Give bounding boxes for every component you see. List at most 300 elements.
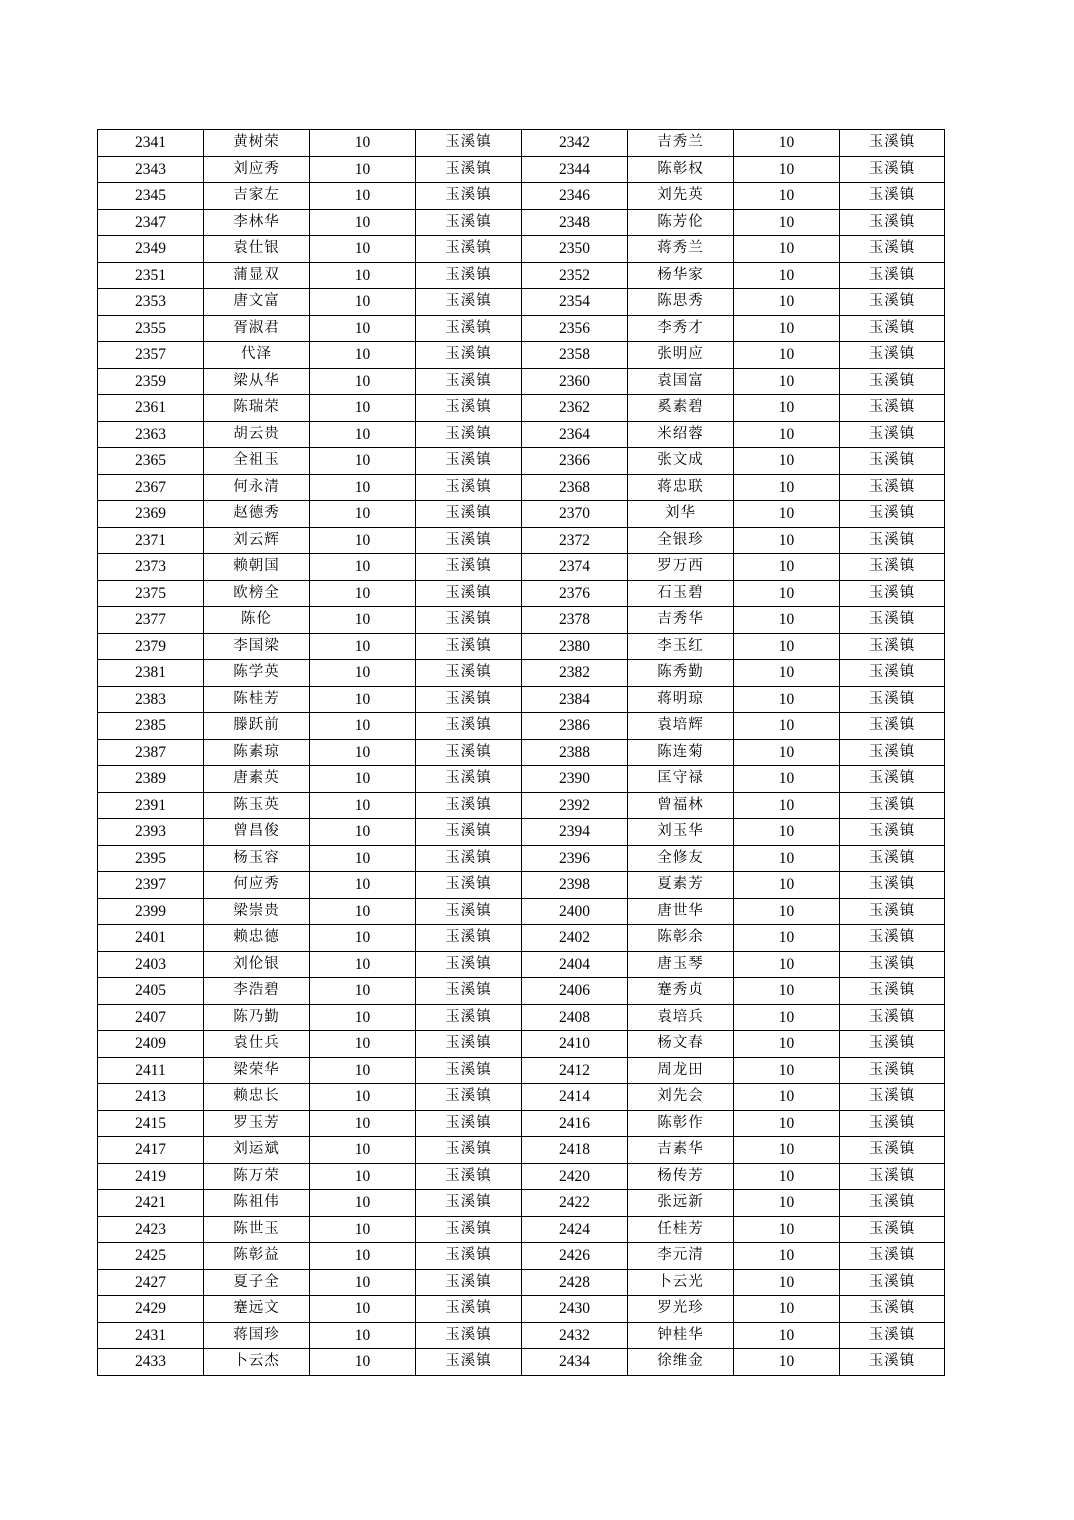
amount-cell: 10 [734, 527, 840, 554]
amount-cell: 10 [310, 183, 416, 210]
name-cell: 胥淑君 [204, 315, 310, 342]
record-number-cell: 2380 [522, 633, 628, 660]
name-cell: 蒋忠联 [628, 474, 734, 501]
town-cell: 玉溪镇 [840, 1057, 945, 1084]
record-number-cell: 2426 [522, 1243, 628, 1270]
table-row [98, 951, 945, 978]
amount-cell: 10 [734, 1084, 840, 1111]
amount-cell: 10 [734, 368, 840, 395]
amount-cell: 10 [734, 1163, 840, 1190]
amount-cell: 10 [310, 1190, 416, 1217]
amount-cell: 10 [310, 448, 416, 475]
name-cell: 袁国富 [628, 368, 734, 395]
name-cell: 袁培辉 [628, 713, 734, 740]
name-cell: 梁崇贵 [204, 898, 310, 925]
town-cell: 玉溪镇 [416, 448, 522, 475]
name-cell: 赵德秀 [204, 501, 310, 528]
amount-cell: 10 [310, 1057, 416, 1084]
record-number-cell: 2368 [522, 474, 628, 501]
record-number-cell: 2341 [98, 130, 204, 157]
record-number-cell: 2390 [522, 766, 628, 793]
town-cell: 玉溪镇 [840, 1216, 945, 1243]
amount-cell: 10 [734, 156, 840, 183]
amount-cell: 10 [310, 607, 416, 634]
name-cell: 刘云辉 [204, 527, 310, 554]
town-cell: 玉溪镇 [416, 289, 522, 316]
record-number-cell: 2374 [522, 554, 628, 581]
record-number-cell: 2420 [522, 1163, 628, 1190]
record-number-cell: 2403 [98, 951, 204, 978]
town-cell: 玉溪镇 [416, 421, 522, 448]
town-cell: 玉溪镇 [416, 978, 522, 1005]
record-number-cell: 2398 [522, 872, 628, 899]
town-cell: 玉溪镇 [416, 1216, 522, 1243]
name-cell: 袁仕银 [204, 236, 310, 263]
record-number-cell: 2356 [522, 315, 628, 342]
name-cell: 周龙田 [628, 1057, 734, 1084]
town-cell: 玉溪镇 [840, 527, 945, 554]
town-cell: 玉溪镇 [416, 315, 522, 342]
town-cell: 玉溪镇 [416, 792, 522, 819]
town-cell: 玉溪镇 [840, 1322, 945, 1349]
town-cell: 玉溪镇 [416, 474, 522, 501]
record-number-cell: 2351 [98, 262, 204, 289]
name-cell: 刘运斌 [204, 1137, 310, 1164]
town-cell: 玉溪镇 [840, 474, 945, 501]
record-number-cell: 2396 [522, 845, 628, 872]
town-cell: 玉溪镇 [840, 819, 945, 846]
town-cell: 玉溪镇 [840, 1296, 945, 1323]
town-cell: 玉溪镇 [416, 1137, 522, 1164]
name-cell: 杨传芳 [628, 1163, 734, 1190]
record-number-cell: 2393 [98, 819, 204, 846]
table-row [98, 1137, 945, 1164]
name-cell: 蒋国珍 [204, 1322, 310, 1349]
name-cell: 陈连菊 [628, 739, 734, 766]
town-cell: 玉溪镇 [416, 898, 522, 925]
name-cell: 黄树荣 [204, 130, 310, 157]
record-number-cell: 2349 [98, 236, 204, 263]
amount-cell: 10 [734, 1269, 840, 1296]
name-cell: 陈学英 [204, 660, 310, 687]
name-cell: 李玉红 [628, 633, 734, 660]
town-cell: 玉溪镇 [840, 262, 945, 289]
name-cell: 赖忠长 [204, 1084, 310, 1111]
name-cell: 何永清 [204, 474, 310, 501]
amount-cell: 10 [310, 633, 416, 660]
record-number-cell: 2413 [98, 1084, 204, 1111]
town-cell: 玉溪镇 [416, 183, 522, 210]
town-cell: 玉溪镇 [840, 925, 945, 952]
name-cell: 代泽 [204, 342, 310, 369]
name-cell: 陈世玉 [204, 1216, 310, 1243]
amount-cell: 10 [310, 236, 416, 263]
town-cell: 玉溪镇 [840, 872, 945, 899]
town-cell: 玉溪镇 [416, 342, 522, 369]
record-number-cell: 2358 [522, 342, 628, 369]
table-row [98, 501, 945, 528]
town-cell: 玉溪镇 [840, 739, 945, 766]
record-number-cell: 2389 [98, 766, 204, 793]
name-cell: 吉家左 [204, 183, 310, 210]
amount-cell: 10 [310, 1296, 416, 1323]
table-row [98, 342, 945, 369]
town-cell: 玉溪镇 [840, 580, 945, 607]
name-cell: 陈彰作 [628, 1110, 734, 1137]
amount-cell: 10 [734, 660, 840, 687]
amount-cell: 10 [310, 262, 416, 289]
record-number-cell: 2402 [522, 925, 628, 952]
amount-cell: 10 [734, 1137, 840, 1164]
record-number-cell: 2347 [98, 209, 204, 236]
amount-cell: 10 [310, 1031, 416, 1058]
table-row [98, 395, 945, 422]
name-cell: 唐玉琴 [628, 951, 734, 978]
record-number-cell: 2345 [98, 183, 204, 210]
amount-cell: 10 [734, 395, 840, 422]
record-number-cell: 2405 [98, 978, 204, 1005]
amount-cell: 10 [310, 686, 416, 713]
table-row [98, 792, 945, 819]
record-number-cell: 2391 [98, 792, 204, 819]
name-cell: 罗光珍 [628, 1296, 734, 1323]
amount-cell: 10 [734, 501, 840, 528]
amount-cell: 10 [310, 898, 416, 925]
table-row [98, 1296, 945, 1323]
town-cell: 玉溪镇 [416, 1322, 522, 1349]
town-cell: 玉溪镇 [416, 660, 522, 687]
name-cell: 卜云杰 [204, 1349, 310, 1376]
name-cell: 陈彰益 [204, 1243, 310, 1270]
table-row [98, 183, 945, 210]
town-cell: 玉溪镇 [416, 739, 522, 766]
roster-table [97, 129, 945, 1376]
amount-cell: 10 [734, 1322, 840, 1349]
record-number-cell: 2363 [98, 421, 204, 448]
town-cell: 玉溪镇 [840, 633, 945, 660]
record-number-cell: 2432 [522, 1322, 628, 1349]
record-number-cell: 2394 [522, 819, 628, 846]
amount-cell: 10 [310, 660, 416, 687]
amount-cell: 10 [734, 925, 840, 952]
town-cell: 玉溪镇 [840, 315, 945, 342]
record-number-cell: 2417 [98, 1137, 204, 1164]
town-cell: 玉溪镇 [840, 368, 945, 395]
town-cell: 玉溪镇 [840, 845, 945, 872]
town-cell: 玉溪镇 [416, 209, 522, 236]
name-cell: 陈彰权 [628, 156, 734, 183]
table-row [98, 1084, 945, 1111]
table-row [98, 766, 945, 793]
table-row [98, 713, 945, 740]
town-cell: 玉溪镇 [840, 1269, 945, 1296]
name-cell: 梁从华 [204, 368, 310, 395]
town-cell: 玉溪镇 [416, 766, 522, 793]
roster-body [98, 130, 945, 1376]
record-number-cell: 2378 [522, 607, 628, 634]
record-number-cell: 2342 [522, 130, 628, 157]
table-row [98, 368, 945, 395]
amount-cell: 10 [310, 1349, 416, 1376]
record-number-cell: 2372 [522, 527, 628, 554]
amount-cell: 10 [310, 1216, 416, 1243]
table-row [98, 315, 945, 342]
record-number-cell: 2397 [98, 872, 204, 899]
town-cell: 玉溪镇 [840, 1190, 945, 1217]
name-cell: 李元清 [628, 1243, 734, 1270]
name-cell: 何应秀 [204, 872, 310, 899]
record-number-cell: 2409 [98, 1031, 204, 1058]
record-number-cell: 2386 [522, 713, 628, 740]
record-number-cell: 2415 [98, 1110, 204, 1137]
table-row [98, 660, 945, 687]
town-cell: 玉溪镇 [416, 262, 522, 289]
name-cell: 全银珍 [628, 527, 734, 554]
name-cell: 陈秀勤 [628, 660, 734, 687]
town-cell: 玉溪镇 [416, 1110, 522, 1137]
name-cell: 杨玉容 [204, 845, 310, 872]
amount-cell: 10 [734, 289, 840, 316]
amount-cell: 10 [310, 156, 416, 183]
record-number-cell: 2376 [522, 580, 628, 607]
town-cell: 玉溪镇 [416, 1243, 522, 1270]
amount-cell: 10 [734, 845, 840, 872]
name-cell: 陈玉英 [204, 792, 310, 819]
record-number-cell: 2381 [98, 660, 204, 687]
amount-cell: 10 [734, 474, 840, 501]
amount-cell: 10 [734, 1296, 840, 1323]
amount-cell: 10 [734, 209, 840, 236]
name-cell: 刘伦银 [204, 951, 310, 978]
name-cell: 陈乃勤 [204, 1004, 310, 1031]
town-cell: 玉溪镇 [840, 554, 945, 581]
town-cell: 玉溪镇 [416, 872, 522, 899]
table-row [98, 448, 945, 475]
record-number-cell: 2370 [522, 501, 628, 528]
table-row [98, 236, 945, 263]
table-row [98, 554, 945, 581]
amount-cell: 10 [310, 872, 416, 899]
record-number-cell: 2424 [522, 1216, 628, 1243]
amount-cell: 10 [734, 1004, 840, 1031]
name-cell: 陈思秀 [628, 289, 734, 316]
name-cell: 陈桂芳 [204, 686, 310, 713]
record-number-cell: 2375 [98, 580, 204, 607]
record-number-cell: 2388 [522, 739, 628, 766]
town-cell: 玉溪镇 [416, 1190, 522, 1217]
name-cell: 陈祖伟 [204, 1190, 310, 1217]
table-row [98, 209, 945, 236]
name-cell: 袁培兵 [628, 1004, 734, 1031]
record-number-cell: 2418 [522, 1137, 628, 1164]
record-number-cell: 2399 [98, 898, 204, 925]
name-cell: 张远新 [628, 1190, 734, 1217]
amount-cell: 10 [310, 792, 416, 819]
table-row [98, 527, 945, 554]
name-cell: 滕跃前 [204, 713, 310, 740]
town-cell: 玉溪镇 [416, 130, 522, 157]
town-cell: 玉溪镇 [416, 845, 522, 872]
town-cell: 玉溪镇 [416, 368, 522, 395]
name-cell: 李林华 [204, 209, 310, 236]
town-cell: 玉溪镇 [416, 580, 522, 607]
record-number-cell: 2406 [522, 978, 628, 1005]
name-cell: 唐世华 [628, 898, 734, 925]
amount-cell: 10 [310, 315, 416, 342]
table-row [98, 1243, 945, 1270]
name-cell: 罗万西 [628, 554, 734, 581]
record-number-cell: 2367 [98, 474, 204, 501]
name-cell: 赖忠德 [204, 925, 310, 952]
amount-cell: 10 [734, 819, 840, 846]
amount-cell: 10 [734, 898, 840, 925]
amount-cell: 10 [734, 1216, 840, 1243]
amount-cell: 10 [310, 713, 416, 740]
record-number-cell: 2423 [98, 1216, 204, 1243]
table-row [98, 819, 945, 846]
name-cell: 刘玉华 [628, 819, 734, 846]
table-row [98, 607, 945, 634]
amount-cell: 10 [310, 845, 416, 872]
amount-cell: 10 [734, 1243, 840, 1270]
name-cell: 李秀才 [628, 315, 734, 342]
name-cell: 陈芳伦 [628, 209, 734, 236]
amount-cell: 10 [310, 766, 416, 793]
record-number-cell: 2408 [522, 1004, 628, 1031]
town-cell: 玉溪镇 [416, 1084, 522, 1111]
amount-cell: 10 [734, 872, 840, 899]
town-cell: 玉溪镇 [416, 925, 522, 952]
name-cell: 蒋秀兰 [628, 236, 734, 263]
town-cell: 玉溪镇 [840, 421, 945, 448]
town-cell: 玉溪镇 [416, 1349, 522, 1376]
town-cell: 玉溪镇 [840, 766, 945, 793]
record-number-cell: 2387 [98, 739, 204, 766]
record-number-cell: 2422 [522, 1190, 628, 1217]
town-cell: 玉溪镇 [840, 1243, 945, 1270]
name-cell: 陈万荣 [204, 1163, 310, 1190]
name-cell: 刘先英 [628, 183, 734, 210]
record-number-cell: 2429 [98, 1296, 204, 1323]
name-cell: 陈彰余 [628, 925, 734, 952]
name-cell: 夏素芳 [628, 872, 734, 899]
name-cell: 石玉碧 [628, 580, 734, 607]
table-row [98, 1269, 945, 1296]
table-row [98, 474, 945, 501]
table-row [98, 1349, 945, 1376]
record-number-cell: 2354 [522, 289, 628, 316]
record-number-cell: 2421 [98, 1190, 204, 1217]
town-cell: 玉溪镇 [840, 898, 945, 925]
name-cell: 曾福林 [628, 792, 734, 819]
table-row [98, 633, 945, 660]
name-cell: 卜云光 [628, 1269, 734, 1296]
name-cell: 唐素英 [204, 766, 310, 793]
amount-cell: 10 [734, 686, 840, 713]
amount-cell: 10 [734, 607, 840, 634]
town-cell: 玉溪镇 [840, 1349, 945, 1376]
amount-cell: 10 [734, 342, 840, 369]
table-row [98, 289, 945, 316]
name-cell: 吉秀华 [628, 607, 734, 634]
amount-cell: 10 [734, 978, 840, 1005]
town-cell: 玉溪镇 [416, 633, 522, 660]
town-cell: 玉溪镇 [840, 156, 945, 183]
amount-cell: 10 [310, 501, 416, 528]
amount-cell: 10 [310, 554, 416, 581]
table-row [98, 1190, 945, 1217]
name-cell: 任桂芳 [628, 1216, 734, 1243]
town-cell: 玉溪镇 [840, 607, 945, 634]
record-number-cell: 2425 [98, 1243, 204, 1270]
record-number-cell: 2384 [522, 686, 628, 713]
name-cell: 吉秀兰 [628, 130, 734, 157]
amount-cell: 10 [310, 130, 416, 157]
amount-cell: 10 [310, 527, 416, 554]
amount-cell: 10 [734, 766, 840, 793]
amount-cell: 10 [310, 1004, 416, 1031]
name-cell: 赖朝国 [204, 554, 310, 581]
record-number-cell: 2410 [522, 1031, 628, 1058]
record-number-cell: 2412 [522, 1057, 628, 1084]
amount-cell: 10 [734, 1031, 840, 1058]
town-cell: 玉溪镇 [840, 1137, 945, 1164]
record-number-cell: 2377 [98, 607, 204, 634]
name-cell: 米绍蓉 [628, 421, 734, 448]
town-cell: 玉溪镇 [840, 342, 945, 369]
town-cell: 玉溪镇 [840, 951, 945, 978]
name-cell: 匡守禄 [628, 766, 734, 793]
amount-cell: 10 [734, 236, 840, 263]
name-cell: 徐维金 [628, 1349, 734, 1376]
name-cell: 唐文富 [204, 289, 310, 316]
record-number-cell: 2401 [98, 925, 204, 952]
record-number-cell: 2416 [522, 1110, 628, 1137]
amount-cell: 10 [310, 342, 416, 369]
table-row [98, 1057, 945, 1084]
town-cell: 玉溪镇 [840, 130, 945, 157]
table-row [98, 421, 945, 448]
amount-cell: 10 [734, 1110, 840, 1137]
town-cell: 玉溪镇 [416, 686, 522, 713]
town-cell: 玉溪镇 [416, 1057, 522, 1084]
town-cell: 玉溪镇 [416, 395, 522, 422]
record-number-cell: 2369 [98, 501, 204, 528]
amount-cell: 10 [310, 1137, 416, 1164]
record-number-cell: 2362 [522, 395, 628, 422]
record-number-cell: 2385 [98, 713, 204, 740]
record-number-cell: 2366 [522, 448, 628, 475]
town-cell: 玉溪镇 [840, 448, 945, 475]
town-cell: 玉溪镇 [416, 607, 522, 634]
record-number-cell: 2428 [522, 1269, 628, 1296]
name-cell: 欧榜全 [204, 580, 310, 607]
amount-cell: 10 [310, 580, 416, 607]
record-number-cell: 2419 [98, 1163, 204, 1190]
name-cell: 杨华家 [628, 262, 734, 289]
table-row [98, 1110, 945, 1137]
amount-cell: 10 [734, 1190, 840, 1217]
amount-cell: 10 [734, 633, 840, 660]
town-cell: 玉溪镇 [416, 1004, 522, 1031]
name-cell: 胡云贵 [204, 421, 310, 448]
amount-cell: 10 [734, 580, 840, 607]
amount-cell: 10 [734, 130, 840, 157]
town-cell: 玉溪镇 [416, 713, 522, 740]
name-cell: 刘应秀 [204, 156, 310, 183]
record-number-cell: 2427 [98, 1269, 204, 1296]
record-number-cell: 2343 [98, 156, 204, 183]
